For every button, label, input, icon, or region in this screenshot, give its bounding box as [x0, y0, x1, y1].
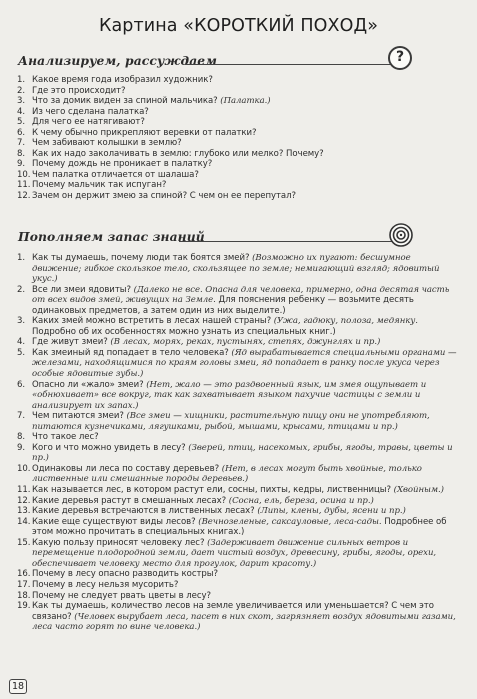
item-number: 3.	[17, 96, 26, 107]
list-item	[17, 591, 461, 602]
item-number: 19.	[17, 601, 31, 612]
list-item	[17, 170, 461, 181]
question-text: Чем забивают колышки в землю?	[32, 138, 182, 149]
list-item	[17, 496, 461, 507]
item-number: 4.	[17, 106, 26, 117]
heading-underline	[185, 64, 407, 65]
item-number: 18.	[17, 590, 31, 601]
list-item	[17, 96, 461, 107]
section-heading-label: Пополняем запас знаний	[18, 229, 205, 244]
page-title: Картина «КОРОТКИЙ ПОХОД»	[98, 16, 379, 36]
item-number: 1.	[17, 75, 26, 85]
list-item	[17, 191, 461, 202]
list-item	[17, 159, 461, 170]
answer-text: (Возможно их пугают: бесшумное движение; гибкое скользкое тело, скользящее по земле; немигающий взгляд; ядовитый укус.)	[32, 253, 440, 285]
answer-text: (Задерживает движение сильных ветров и перемещение плодородной земли, дает чистый воздух, древесину, грибы, ягоды, орехи, обеспечивает человеку место для прогулок, дарит красоту.)	[32, 537, 437, 569]
item-number: 9.	[17, 442, 26, 453]
list-item	[17, 538, 461, 570]
list-item	[17, 569, 461, 580]
question-text: Для чего ее натягивают?	[32, 117, 145, 128]
item-number: 13.	[17, 506, 31, 517]
item-number: 7.	[17, 138, 26, 149]
item-number: 12.	[17, 191, 31, 202]
question-text: Что такое лес?	[32, 432, 99, 443]
question-text: Что за домик виден за спиной мальчика?	[32, 96, 218, 107]
list-item	[17, 580, 461, 591]
question-text: Каких змей можно встретить в лесах нашей страны?	[32, 316, 272, 327]
question-text: Чем питаются змеи?	[32, 411, 124, 422]
answer-text: (Хвойным.)	[393, 485, 444, 496]
list-item	[17, 128, 461, 139]
question-note-text: Подробно об их особенностях можно узнать из специальных книг.)	[32, 326, 336, 337]
question-text: Где живут змеи?	[32, 337, 108, 348]
list-item	[17, 432, 461, 443]
list-item	[17, 75, 461, 86]
answer-text: (Палатка.)	[220, 96, 271, 107]
question-mark-icon: ?	[388, 46, 412, 70]
question-text: Какие деревья встречаются в лиственных лесах?	[32, 506, 255, 517]
question-text: Какие деревья растут в смешанных лесах?	[32, 495, 227, 506]
answer-text: (Липы, клены, дубы, ясени и пр.)	[257, 506, 406, 517]
answer-text: (Нет, в лесах могут быть хвойные, только лиственные или смешанные породы деревьев.)	[32, 463, 422, 485]
question-text: Почему дождь не проникает в палатку?	[32, 159, 213, 170]
list-item	[17, 337, 461, 348]
question-text: Почему не следует рвать цветы в лесу?	[32, 590, 211, 601]
item-number: 10.	[17, 463, 31, 474]
item-number: 8.	[17, 148, 26, 159]
item-number: 9.	[17, 159, 26, 170]
spiral-icon	[389, 223, 413, 247]
list-item	[17, 411, 461, 432]
list-item	[17, 107, 461, 118]
question-text: Опасно ли «жало» змеи?	[32, 379, 144, 390]
question-text: Почему в лесу нельзя мусорить?	[32, 579, 179, 590]
item-number: 4.	[17, 337, 26, 348]
list-item	[17, 380, 461, 412]
question-text: Как ты думаешь, почему люди так боятся змей?	[32, 253, 250, 263]
question-text: Из чего сделана палатка?	[32, 106, 149, 117]
item-number: 7.	[17, 411, 26, 422]
list-item	[17, 316, 461, 337]
item-number: 5.	[17, 347, 26, 358]
list-item	[17, 180, 461, 191]
list-item	[17, 601, 461, 633]
item-number: 1.	[17, 253, 26, 263]
list-item	[17, 464, 461, 485]
item-number: 8.	[17, 432, 26, 443]
list-item	[17, 86, 461, 97]
answer-text: (Далеко не все. Опасна для человека, примерно, одна десятая часть от всех видов змей, живущих на Земле.	[32, 284, 450, 306]
item-number: 5.	[17, 117, 26, 128]
list-item	[17, 506, 461, 517]
item-number: 11.	[17, 485, 31, 496]
list-item	[17, 443, 461, 464]
item-number: 14.	[17, 516, 31, 527]
answer-text: (Сосна, ель, береза, осина и пр.)	[228, 495, 374, 506]
item-number: 11.	[17, 180, 31, 191]
item-number: 12.	[17, 495, 31, 506]
question-text: Почему в лесу опасно разводить костры?	[32, 569, 218, 580]
list-item	[17, 149, 461, 160]
question-text: Все ли змеи ядовиты?	[32, 284, 131, 295]
answer-text: (Зверей, птиц, насекомых, грибы, ягоды, травы, цветы и пр.)	[32, 442, 453, 464]
question-text: Какую пользу приносят человеку лес?	[32, 537, 205, 548]
item-number: 3.	[17, 316, 26, 327]
list-item	[17, 253, 461, 285]
page-number: 18	[9, 679, 27, 694]
list-item	[17, 285, 461, 317]
question-text: Как их надо заколачивать в землю: глубоко или мелко? Почему?	[32, 148, 324, 159]
question-list-analyze	[17, 75, 461, 202]
question-text: Почему мальчик так испуган?	[32, 180, 167, 191]
item-number: 2.	[17, 284, 26, 295]
item-number: 10.	[17, 169, 31, 180]
question-note-text: Для пояснения ребенку — возьмите десять одинаковых предметов, а затем один из них выделите.)	[32, 295, 414, 316]
item-number: 17.	[17, 579, 31, 590]
list-item	[17, 138, 461, 149]
list-item	[17, 348, 461, 380]
question-text: Какое время года изобразил художник?	[32, 75, 213, 85]
question-text: Как змеиный яд попадает в тело человека?	[32, 347, 229, 358]
list-item	[17, 485, 461, 496]
question-text: К чему обычно прикрепляют веревки от палатки?	[32, 127, 257, 138]
question-text: Где это происходит?	[32, 85, 126, 96]
answer-text: (Вечнозеленые, саксауловые, леса-сады.	[198, 516, 382, 527]
question-text: Как ты думаешь, количество лесов на земле увеличивается или уменьшается? С чем это связано?	[32, 601, 434, 622]
answer-text: (В лесах, морях, реках, пустынях, степях, джунглях и пр.)	[110, 337, 381, 348]
item-number: 2.	[17, 85, 26, 96]
item-number: 15.	[17, 537, 31, 548]
item-number: 6.	[17, 379, 26, 390]
list-item	[17, 117, 461, 128]
question-list-knowledge	[17, 253, 461, 633]
question-note-text: Подробнее об этом можно прочитать в специальных книгах.)	[32, 516, 447, 538]
answer-text: (Яд вырабатывается специальными органами — железами, находящимися по краям головы змеи, яд попадает в ранку после укуса через особые ядовитые зубы.)	[32, 347, 457, 380]
item-number: 16.	[17, 569, 31, 580]
question-text: Одинаковы ли леса по составу деревьев?	[32, 463, 220, 474]
answer-text: (Все змеи — хищники, растительную пищу они не употребляют, питаются кузнечиками, лягушками, рыбой, мышами, крысами, птицами и пр.)	[32, 411, 430, 432]
question-text: Чем палатка отличается от шалаша?	[32, 169, 199, 180]
answer-text: (Человек вырубает леса, пасет в них скот, загрязняет воздух ядовитыми газами, леса часто горят по вине человека.)	[32, 611, 456, 633]
question-text: Кого и что можно увидеть в лесу?	[32, 442, 186, 453]
section-heading-label: Анализируем, рассуждаем	[18, 53, 217, 68]
list-item	[17, 517, 461, 538]
question-text: Зачем он держит змею за спиной? С чем он ее перепутал?	[32, 191, 297, 202]
answer-text: (Нет, жало — это раздвоенный язык, им змея ощупывает и «обнюхивает» все вокруг, так как захватывает языком пахучие частицы с земли и анализирует их запах.)	[32, 379, 427, 411]
question-text: Как называется лес, в котором растут ели, сосны, пихты, кедры, лиственницы?	[32, 485, 391, 496]
answer-text: (Ужа, гадюку, полоза, медянку.	[273, 316, 418, 327]
section-heading-knowledge	[18, 228, 438, 254]
item-number: 6.	[17, 127, 26, 138]
question-text: Какие еще существуют виды лесов?	[32, 516, 196, 527]
heading-underline	[179, 241, 407, 242]
